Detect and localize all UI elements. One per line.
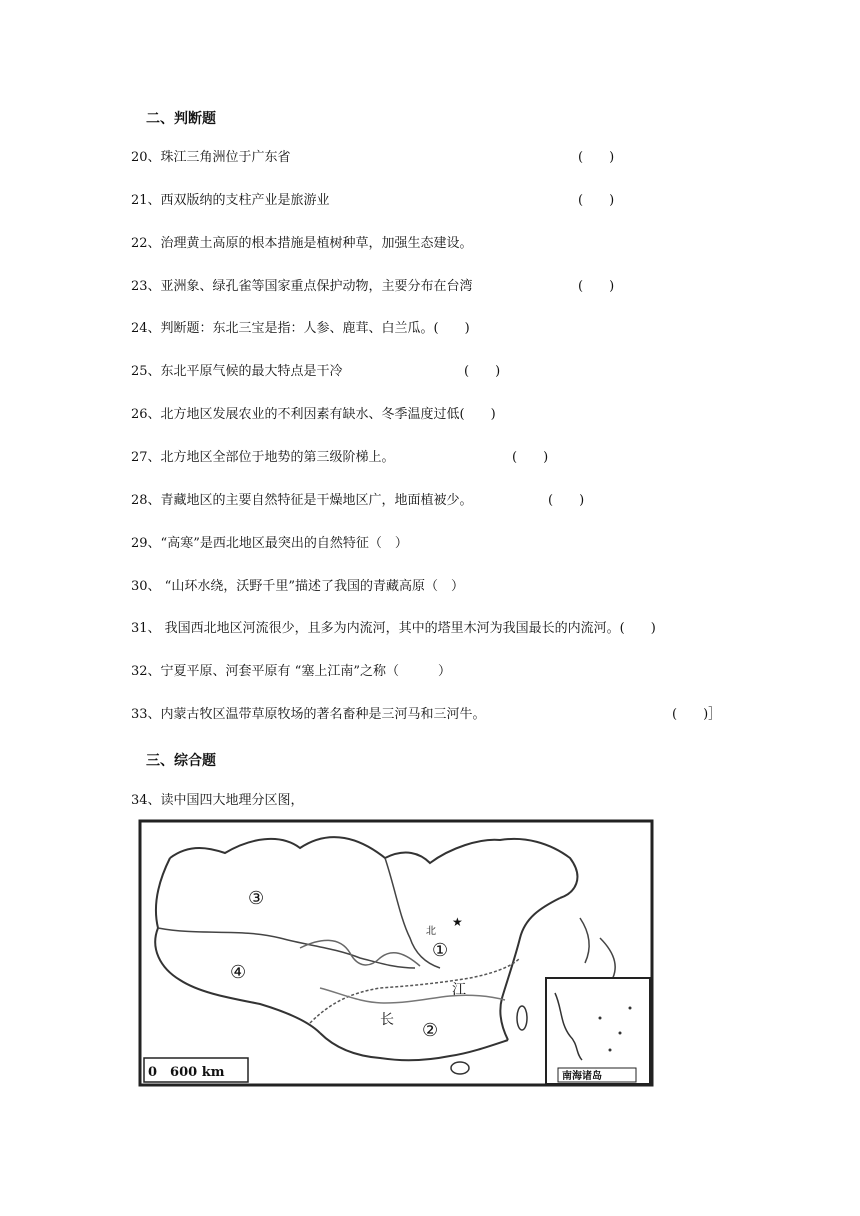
question-30: 30、 “山环水绕，沃野千里”描述了我国的青藏高原（ ） bbox=[131, 579, 464, 594]
question-22: 22、治理黄土高原的根本措施是植树种草，加强生态建设。 bbox=[131, 236, 473, 251]
answer-blank-27: ( ) bbox=[512, 450, 549, 465]
scale-label: 0 600 km bbox=[148, 1065, 225, 1080]
inset-label: 南海诸岛 bbox=[562, 1071, 602, 1082]
question-21: 21、西双版纳的支柱产业是旅游业 bbox=[131, 193, 330, 208]
answer-blank-28: ( ) bbox=[548, 493, 585, 508]
section-title-comprehensive: 三、综合题 bbox=[146, 753, 216, 769]
question-24: 24、判断题：东北三宝是指：人参、鹿茸、白兰瓜。( ) bbox=[131, 321, 470, 336]
inset-island-dot bbox=[629, 1007, 632, 1010]
section-title-judgement: 二、判断题 bbox=[146, 111, 216, 127]
map-svg bbox=[130, 818, 656, 1092]
question-27: 27、北方地区全部位于地势的第三级阶梯上。 bbox=[131, 450, 395, 465]
region-label-2: ② bbox=[422, 1020, 439, 1041]
china-regions-map bbox=[130, 818, 656, 1092]
region-label-3: ③ bbox=[248, 888, 265, 909]
answer-blank-23: ( ) bbox=[578, 279, 615, 294]
question-29: 29、“高寒”是西北地区最突出的自然特征（ ） bbox=[131, 536, 408, 551]
question-32: 32、宁夏平原、河套平原有 “塞上江南”之称（ ） bbox=[131, 664, 451, 679]
label-jiang: 江 bbox=[452, 982, 466, 998]
question-31: 31、 我国西北地区河流很少，且多为内流河，其中的塔里木河为我国最长的内流河。( ) bbox=[131, 621, 656, 636]
inset-island-dot bbox=[609, 1049, 612, 1052]
beijing-star-icon: ★ bbox=[452, 915, 463, 929]
inset-island-dot bbox=[599, 1017, 602, 1020]
answer-blank-25: ( ) bbox=[464, 364, 501, 379]
question-33: 33、内蒙古牧区温带草原牧场的著名畜种是三河马和三河牛。 bbox=[131, 707, 486, 722]
question-26: 26、北方地区发展农业的不利因素有缺水、冬季温度过低( ) bbox=[131, 407, 496, 422]
region-label-4: ④ bbox=[230, 962, 247, 983]
label-bei: 北 bbox=[426, 926, 436, 937]
answer-blank-21: ( ) bbox=[578, 193, 615, 208]
question-23: 23、亚洲象、绿孔雀等国家重点保护动物，主要分布在台湾 bbox=[131, 279, 473, 294]
question-34: 34、读中国四大地理分区图， bbox=[131, 793, 304, 808]
answer-blank-20: ( ) bbox=[578, 150, 615, 165]
question-25: 25、东北平原气候的最大特点是干冷 bbox=[131, 364, 343, 379]
question-20: 20、珠江三角洲位于广东省 bbox=[131, 150, 291, 165]
question-28: 28、青藏地区的主要自然特征是干燥地区广，地面植被少。 bbox=[131, 493, 473, 508]
region-label-1: ① bbox=[432, 940, 449, 961]
inset-island-dot bbox=[619, 1032, 622, 1035]
label-chang: 长 bbox=[380, 1012, 394, 1028]
answer-blank-33: ( )］ bbox=[672, 707, 722, 722]
